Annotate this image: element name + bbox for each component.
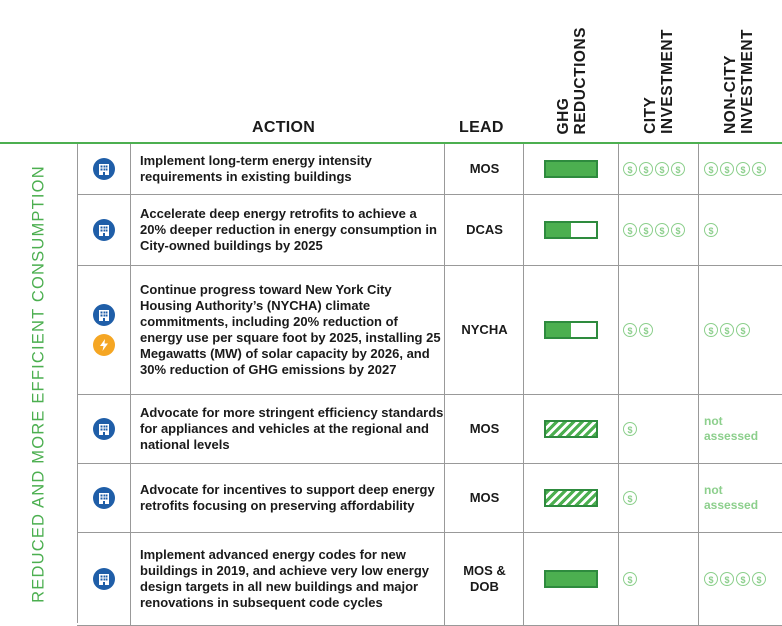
header-noncity-investment xyxy=(722,29,756,134)
ghg-bar-fill xyxy=(546,572,596,586)
dollar-coin-icon: $ xyxy=(752,572,766,586)
dollar-coin-icon: $ xyxy=(639,223,653,237)
building-icon xyxy=(93,219,115,241)
row-noncity-investment-cell xyxy=(700,144,782,194)
header-noncity-line1: NON-CITY xyxy=(722,55,739,134)
row-action-cell xyxy=(131,266,445,394)
actions-table xyxy=(77,144,782,626)
row-action-cell xyxy=(131,144,445,194)
table-row xyxy=(77,144,782,195)
row-lead-cell xyxy=(446,144,524,194)
ghg-reduction-bar xyxy=(544,160,598,178)
dollar-coin-icon: $ xyxy=(736,162,750,176)
dollar-coin-icon: $ xyxy=(720,323,734,337)
investment-coins xyxy=(623,162,685,176)
header-action: ACTION xyxy=(252,119,316,136)
row-icon-cell xyxy=(77,195,131,265)
row-city-investment-cell xyxy=(619,395,699,463)
row-city-investment-cell xyxy=(619,144,699,194)
ghg-bar-fill xyxy=(546,491,596,505)
action-text: Advocate for more stringent efficiency standards for appliances and vehicles at the regional and national levels xyxy=(140,405,444,452)
investment-coins xyxy=(704,223,718,237)
table-row xyxy=(77,533,782,626)
row-noncity-investment-cell xyxy=(700,395,782,463)
investment-coins xyxy=(623,223,685,237)
lead-text: MOS xyxy=(469,421,500,436)
table-row xyxy=(77,266,782,395)
dollar-coin-icon: $ xyxy=(736,323,750,337)
dollar-coin-icon: $ xyxy=(704,162,718,176)
investment-coins xyxy=(623,422,637,436)
not-assessed-label: not assessed xyxy=(704,483,759,512)
header-ghg-reductions xyxy=(555,27,589,134)
lead-text: NYCHA xyxy=(461,322,508,337)
lead-text: MOS & DOB xyxy=(463,563,506,594)
dollar-coin-icon: $ xyxy=(720,572,734,586)
table-row xyxy=(77,195,782,266)
row-lead-cell xyxy=(446,395,524,463)
action-text: Continue progress toward New York City Housing Authority’s (NYCHA) climate commitments, including 20% reduction of energy use per square foot by 2025, installing 25 Megawatts (MW) of solar capacity by 2026, and 30% reduction of GHG emissions by 2027 xyxy=(140,282,441,377)
dollar-coin-icon: $ xyxy=(704,323,718,337)
dollar-coin-icon: $ xyxy=(671,162,685,176)
building-icon xyxy=(93,418,115,440)
dollar-coin-icon: $ xyxy=(623,162,637,176)
dollar-coin-icon: $ xyxy=(623,572,637,586)
table-row xyxy=(77,395,782,464)
ghg-reduction-bar xyxy=(544,321,598,339)
row-action-cell xyxy=(131,464,445,532)
row-action-cell xyxy=(131,395,445,463)
dollar-coin-icon: $ xyxy=(655,223,669,237)
ghg-reduction-bar xyxy=(544,221,598,239)
table-header xyxy=(0,0,782,142)
action-text: Implement advanced energy codes for new buildings in 2019, and achieve very low energy design targets in all new buildings and major renovations in subsequent code cycles xyxy=(140,547,429,610)
header-lead: LEAD xyxy=(459,119,504,136)
building-icon xyxy=(93,158,115,180)
row-action-cell xyxy=(131,195,445,265)
header-ghg-line1: GHG xyxy=(555,97,572,134)
header-noncity-line2: INVESTMENT xyxy=(739,29,756,134)
dollar-coin-icon: $ xyxy=(639,323,653,337)
category-label: REDUCED AND MORE EFFICIENT CONSUMPTION xyxy=(29,164,47,603)
lead-text: MOS xyxy=(469,161,500,176)
lead-text: MOS xyxy=(469,490,500,505)
dollar-coin-icon: $ xyxy=(623,422,637,436)
investment-coins xyxy=(623,491,637,505)
row-noncity-investment-cell xyxy=(700,464,782,532)
header-ghg-line2: REDUCTIONS xyxy=(572,26,589,134)
lightning-bolt-icon xyxy=(93,334,115,356)
action-text: Accelerate deep energy retrofits to achieve a 20% deeper reduction in energy consumption in City-owned buildings by 2025 xyxy=(140,206,437,253)
row-icon-cell xyxy=(77,464,131,532)
ghg-bar-fill xyxy=(546,323,571,337)
dollar-coin-icon: $ xyxy=(671,223,685,237)
dollar-coin-icon: $ xyxy=(720,162,734,176)
ghg-bar-fill xyxy=(546,422,596,436)
header-city-line1: CITY xyxy=(642,96,659,134)
row-action-cell xyxy=(131,533,445,625)
row-ghg-cell xyxy=(524,195,619,265)
row-ghg-cell xyxy=(524,533,619,625)
ghg-bar-fill xyxy=(546,162,596,176)
row-lead-cell xyxy=(446,533,524,625)
header-city-line2: INVESTMENT xyxy=(659,29,676,134)
investment-coins xyxy=(623,572,637,586)
row-lead-cell xyxy=(446,464,524,532)
row-ghg-cell xyxy=(524,395,619,463)
ghg-reduction-bar xyxy=(544,570,598,588)
dollar-coin-icon: $ xyxy=(736,572,750,586)
table-row xyxy=(77,464,782,533)
row-noncity-investment-cell xyxy=(700,266,782,394)
row-noncity-investment-cell xyxy=(700,195,782,265)
category-column xyxy=(0,144,78,623)
header-city-investment xyxy=(642,29,676,134)
building-icon xyxy=(93,568,115,590)
investment-coins xyxy=(704,162,766,176)
investment-coins xyxy=(704,323,750,337)
row-noncity-investment-cell xyxy=(700,533,782,625)
ghg-reduction-bar xyxy=(544,420,598,438)
dollar-coin-icon: $ xyxy=(655,162,669,176)
dollar-coin-icon: $ xyxy=(623,323,637,337)
row-lead-cell xyxy=(446,266,524,394)
row-icon-cell xyxy=(77,395,131,463)
row-lead-cell xyxy=(446,195,524,265)
ghg-reduction-bar xyxy=(544,489,598,507)
row-city-investment-cell xyxy=(619,533,699,625)
row-city-investment-cell xyxy=(619,266,699,394)
ghg-bar-fill xyxy=(546,223,571,237)
building-icon xyxy=(93,304,115,326)
row-ghg-cell xyxy=(524,464,619,532)
row-icon-cell xyxy=(77,533,131,625)
row-icon-cell xyxy=(77,144,131,194)
lead-text: DCAS xyxy=(466,222,503,237)
action-text: Implement long-term energy intensity requirements in existing buildings xyxy=(140,153,372,184)
dollar-coin-icon: $ xyxy=(623,223,637,237)
building-icon xyxy=(93,487,115,509)
row-city-investment-cell xyxy=(619,464,699,532)
row-city-investment-cell xyxy=(619,195,699,265)
dollar-coin-icon: $ xyxy=(639,162,653,176)
dollar-coin-icon: $ xyxy=(752,162,766,176)
investment-coins xyxy=(704,572,766,586)
row-ghg-cell xyxy=(524,144,619,194)
not-assessed-label: not assessed xyxy=(704,414,759,443)
row-icon-cell xyxy=(77,266,131,394)
investment-coins xyxy=(623,323,653,337)
row-ghg-cell xyxy=(524,266,619,394)
action-text: Advocate for incentives to support deep energy retrofits focusing on preserving affordability xyxy=(140,482,435,513)
dollar-coin-icon: $ xyxy=(704,223,718,237)
dollar-coin-icon: $ xyxy=(623,491,637,505)
dollar-coin-icon: $ xyxy=(704,572,718,586)
